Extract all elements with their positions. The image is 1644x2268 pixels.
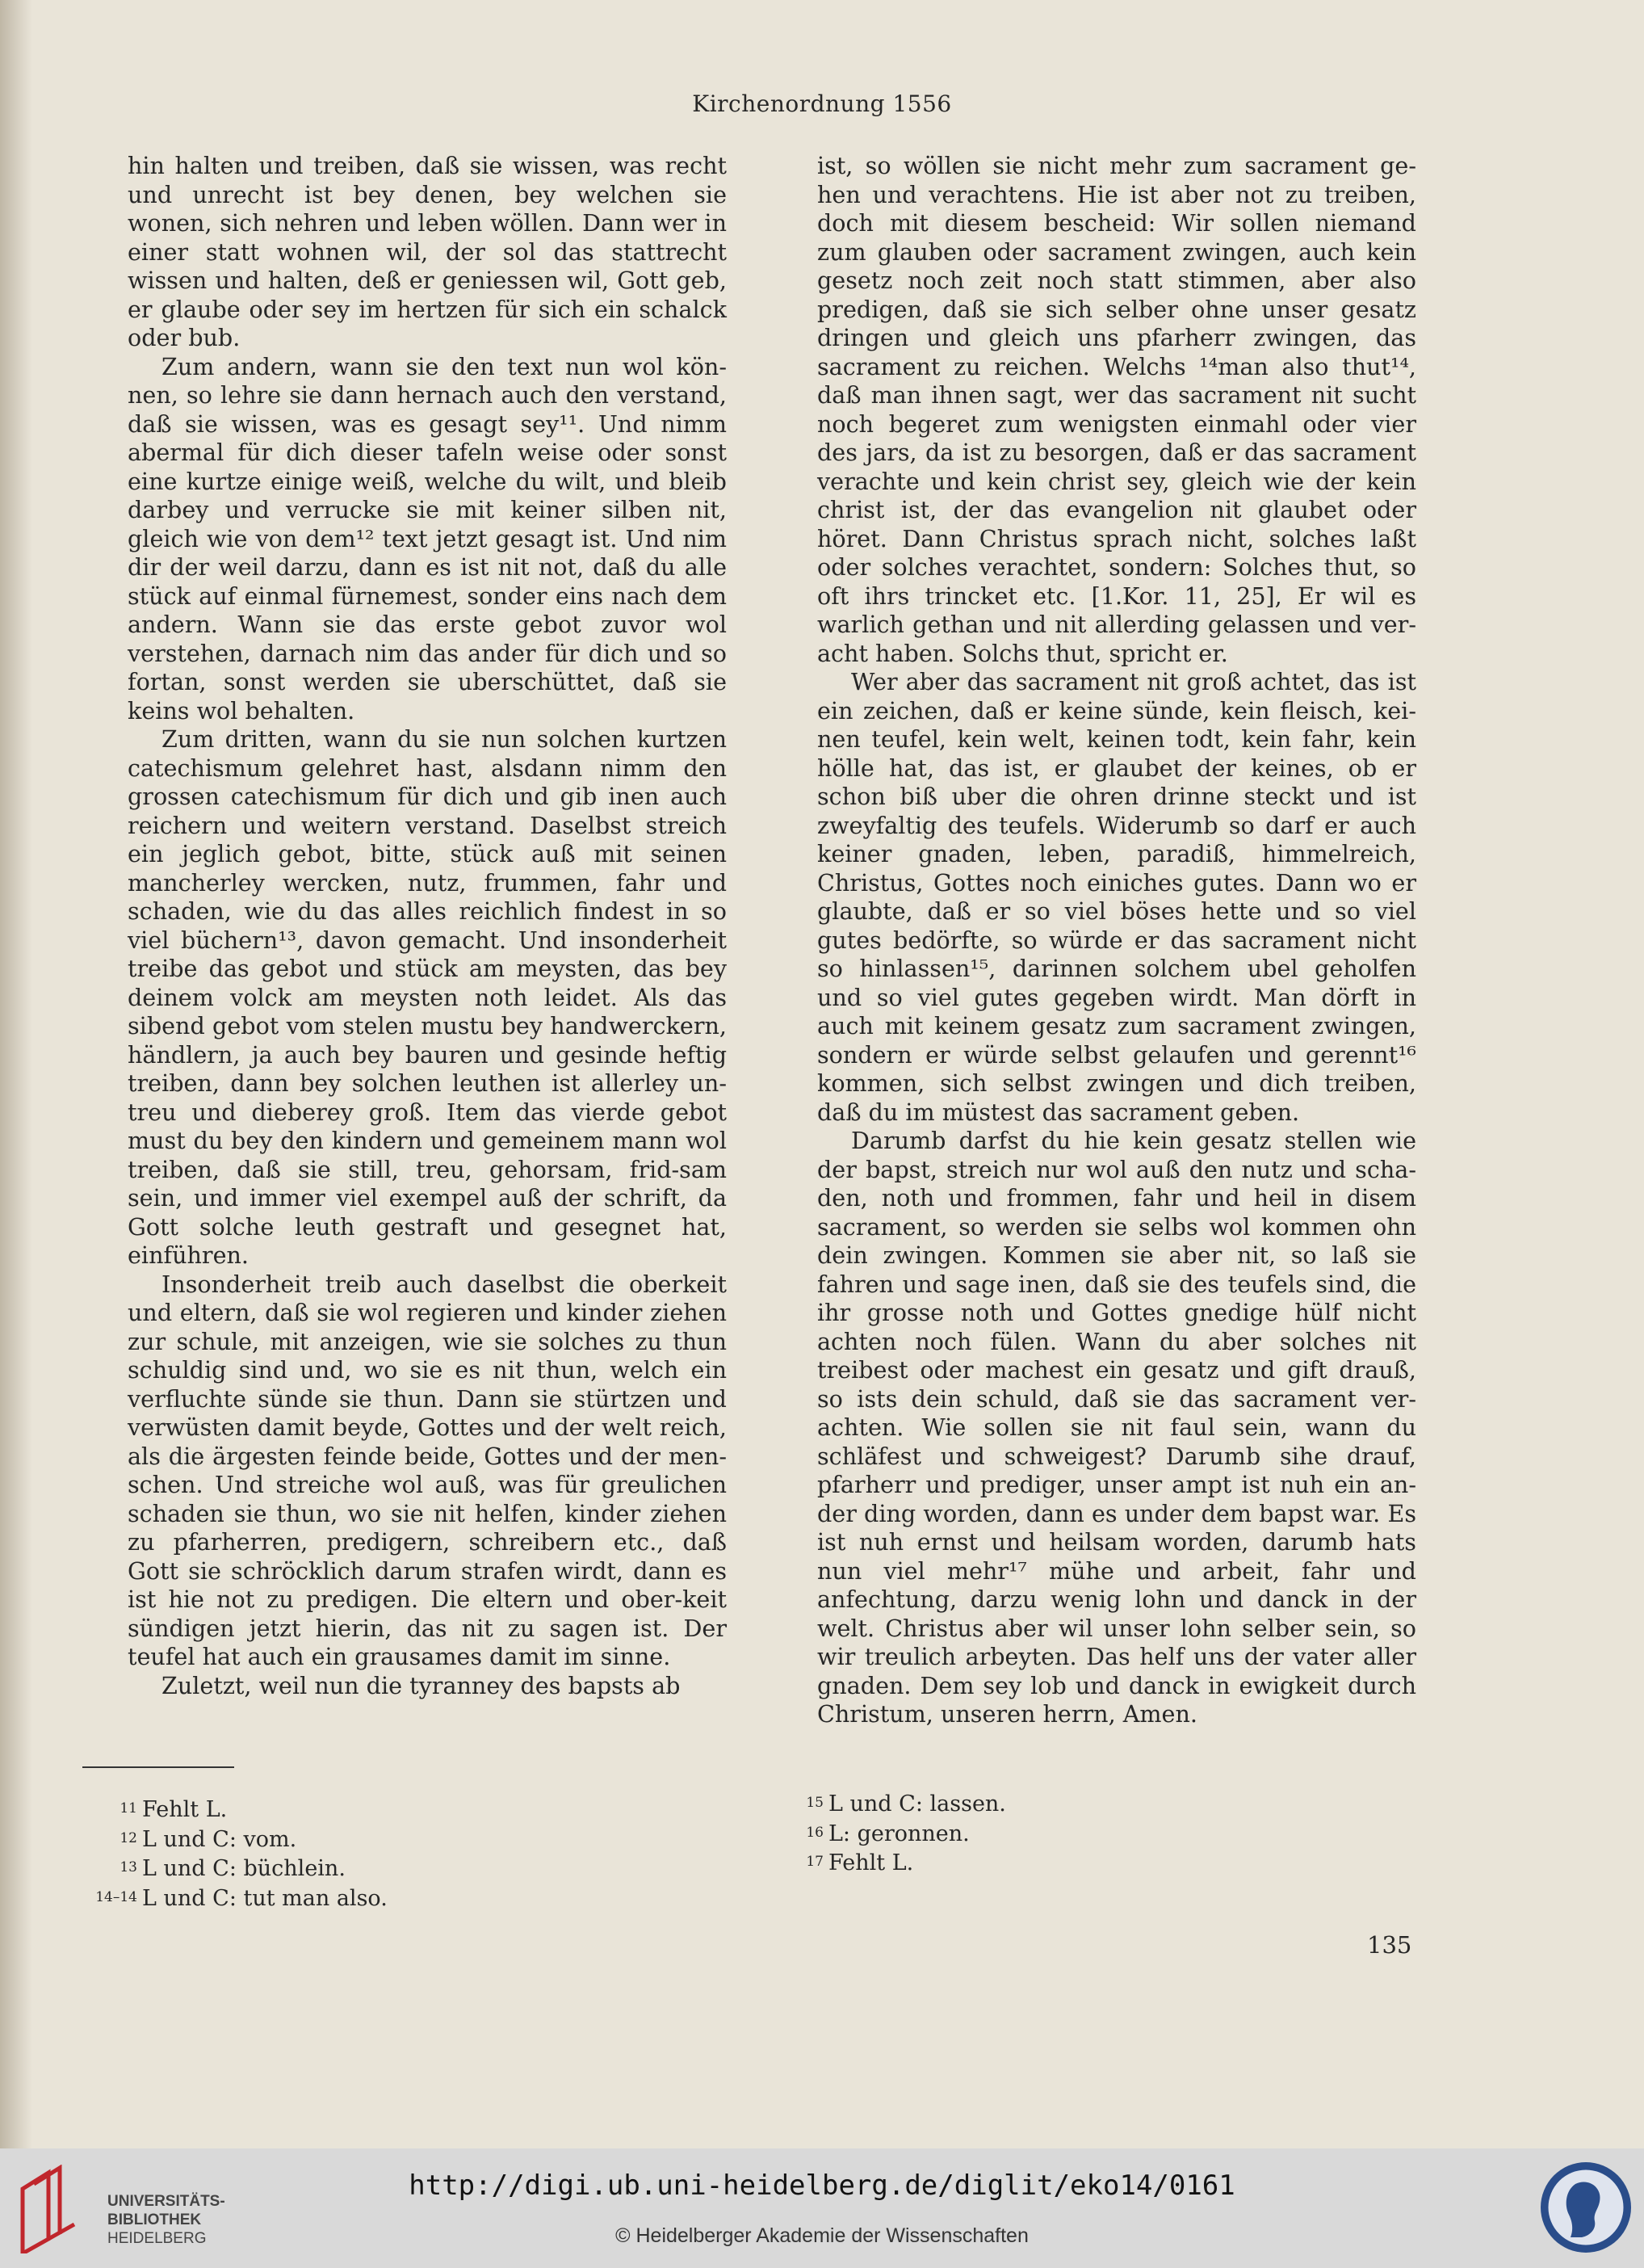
footnote-text: Fehlt L.: [142, 1797, 228, 1822]
paragraph: ist, so wöllen sie nicht mehr zum sacrament ge-hen und verachtens. Hie ist aber not zu treiben, doch mit diesem bescheid: Wir sollen niemand zum glauben oder sacrament zwingen, auch kein gesetz noch zeit noch statt stimmen, aber also predigen, daß sie sich selber ohne unser gesatz dringen und gleich uns pfarherr zwingen, das sacrament zu reichen. Welchs ¹⁴man also thut¹⁴, daß man ihnen sagt, wer das sacrament nit sucht noch begeret zum wenigsten einmahl oder vier des jars, da ist zu besorgen, daß er das sacrament verachte und kein christ sey, gleich wie der kein christ ist, der das evangelion nit glaubet oder höret. Dann Christus sprach nicht, solches laßt oder solches verachtet, sondern: Solches thut, so oft ihrs trincket etc. [1.Kor. 11, 25], Er wil es warlich gethan und nit allerding gelassen und ver-acht haben. Solchs thut, spricht er.: [817, 152, 1416, 667]
paragraph: Insonderheit treib auch daselbst die oberkeit und eltern, daß sie wol regieren und kinder ziehen zur schule, mit anzeigen, wie sie solches zu thun schuldig sind und, wo sie es nit thun, welch ein verfluchte sünde sie thun. Dann sie stürtzen und verwüsten damit beyde, Gottes und der welt reich, als die ärgesten feinde beide, Gottes und der men-schen. Und streiche wol auß, was für greulichen schaden sie thun, wo sie nit helfen, kinder ziehen zu pfarherren, predigern, schreibern etc., daß Gott sie schröcklich darum strafen wirdt, dann es ist hie not zu predigen. Die eltern und ober-keit sündigen jetzt hierin, das nit zu sagen ist. Der teufel hat auch ein grausames damit im sinne.: [128, 1270, 727, 1670]
paragraph: Zuletzt, weil nun die tyranney des bapsts ab: [161, 1671, 681, 1699]
paragraph: Darumb darfst du hie kein gesatz stellen wie der bapst, streich nur wol auß den nutz und scha-den, noth und frommen, fahr und heil in disem sacrament, so werden sie selbs wol kommen ohn dein zwingen. Kommen sie aber nit, so laß sie fahren und sage inen, daß sie des teufels sind, die ihr grosse noth und Gottes gnedige hülf nicht achten noch fülen. Wann du aber solches nit treibest oder machest ein gesatz und gift drauß, so ists dein schuld, daß sie das sacrament ver-achten. Wie sollen sie nit faul sein, wann du schläfest und schweigest? Darumb sihe drauf, pfarherr und prediger, unser ampt ist nuh ein an-der ding worden, dann es under dem bapst war. Es ist nuh ernst und heilsam worden, darumb hats nun viel mehr¹⁷ mühe und arbeit, fahr und anfechtung, darzu wenig lohn und danck in der welt. Christus aber wil unser lohn selber sein, so wir treulich arbeyten. Das helf uns der vater aller gnaden. Dem sey lob und danck in ewigkeit durch Christum, unseren herrn, Amen.: [817, 1127, 1416, 1728]
text-column-left: [128, 152, 727, 1700]
page-binding-edge: [0, 0, 32, 2148]
footnote-mark: 12: [120, 1829, 137, 1846]
logo-line: UNIVERSITÄTS-: [107, 2193, 225, 2210]
paragraph: Wer aber das sacrament nit groß achtet, das ist ein zeichen, daß er keine sünde, kein fleisch, kei-nen teufel, kein welt, keinen todt, kein fahr, kein hölle hat, das ist, er glaubet der keines, ob er schon biß uber die ohren drinne steckt und ist zweyfaltig des teufels. Widerumb so darf er auch keiner gnaden, leben, paradiß, himmelreich, Christus, Gottes noch einiches gutes. Dann wo er glaubte, daß er so viel böses hette und so viel gutes bedörfte, so würde er das sacrament nicht so hinlassen¹⁵, darinnen solchem ubel geholfen und so viel gutes gegeben wirdt. Man dörft in auch mit keinem gesatz zum sacrament zwingen, sondern er würde selbst gelaufen und gerennt¹⁶ kommen, sich selbst zwingen und dich treiben, daß du im müstest das sacrament geben.: [817, 668, 1416, 1126]
footnote: [793, 1789, 1006, 1819]
footnote-mark: 13: [120, 1859, 137, 1875]
footnote-text: L und C: vom.: [142, 1826, 297, 1852]
permalink-url[interactable]: http://digi.ub.uni-heidelberg.de/diglit/eko14/0161: [409, 2169, 1235, 2202]
footnote-text: Fehlt L.: [828, 1850, 914, 1875]
copyright-notice: © Heidelberger Akademie der Wissenschaften: [615, 2224, 1029, 2247]
text-column-right: [817, 152, 1416, 1729]
footnote-mark: 17: [806, 1854, 824, 1870]
footnote: [81, 1795, 388, 1825]
footnote-rule: [82, 1766, 234, 1768]
footnote-mark: 14–14: [95, 1888, 137, 1905]
footnotes-left: [81, 1795, 388, 1913]
viewer-footer: [0, 2148, 1644, 2268]
footnote-text: L: geronnen.: [828, 1821, 970, 1846]
footnote-text: L und C: lassen.: [828, 1791, 1006, 1816]
page-number: 135: [1367, 1931, 1412, 1959]
logo-line: BIBLIOTHEK: [107, 2211, 202, 2228]
running-title: Kirchenordnung 1556: [692, 90, 952, 117]
paragraph: Zum andern, wann sie den text nun wol kön-nen, so lehre sie dann hernach auch den verstand, daß sie wissen, was es gesagt sey¹¹. Und nimm abermal für dich dieser tafeln weise oder sonst eine kurtze einige weiß, welche du wilt, und bleib darbey und verrucke sie mit keiner silben nit, gleich wie von dem¹² text jetzt gesagt ist. Und nim dir der weil darzu, dann es ist nit not, daß du alle stück auf einmal fürnemest, sonder eins nach dem andern. Wann sie das erste gebot zuvor wol verstehen, darnach nim das ander für dich und so fortan, sonst werden sie uberschüttet, daß sie keins wol behalten.: [128, 352, 727, 724]
footnote-text: L und C: tut man also.: [142, 1885, 388, 1911]
logo-line: HEIDELBERG: [107, 2230, 207, 2247]
footnote: [81, 1884, 388, 1913]
paragraph: Zum dritten, wann du sie nun solchen kurtzen catechismum gelehret hast, alsdann nimm den grossen catechismum für dich und gib inen auch reichern und weitern verstand. Daselbst streich ein jeglich gebot, bitte, stück auß mit seinen mancherley wercken, nutz, frummen, fahr und schaden, wie du das alles reichlich findest in so viel büchern¹³, davon gemacht. Und insonderheit treibe das gebot und stück am meysten, das bey deinem volck am meysten noth leidet. Als das sibend gebot vom stelen mustu bey handwerckern, händlern, ja auch bey bauren und gesinde heftig treiben, dann bey solchen leuthen ist allerley un-treu und dieberey groß. Item das vierde gebot must du bey den kindern und gemeinem mann wol treiben, daß sie still, treu, gehorsam, frid-sam sein, und immer viel exempel auß der schrift, da Gott solche leuth gestraft und gesegnet hat, einführen.: [128, 725, 727, 1269]
academy-seal-icon: [1538, 2160, 1634, 2255]
footnote-text: L und C: büchlein.: [142, 1856, 346, 1881]
paragraph: hin halten und treiben, daß sie wissen, was recht und unrecht ist bey denen, bey welchen sie wonen, sich nehren und leben wöllen. Dann wer in einer statt wohnen wil, der sol das stattrecht wissen und halten, deß er geniessen wil, Gott geb, er glaube oder sey im hertzen für sich ein schalck oder bub.: [128, 152, 727, 351]
footnote: [793, 1848, 1006, 1878]
footnote-mark: 15: [806, 1795, 824, 1811]
footnotes-right: [793, 1789, 1006, 1878]
footnote-mark: 11: [120, 1800, 137, 1816]
footnote: [81, 1854, 388, 1884]
footnote: [793, 1819, 1006, 1849]
footnote: [81, 1825, 388, 1854]
footnote-mark: 16: [806, 1824, 824, 1841]
